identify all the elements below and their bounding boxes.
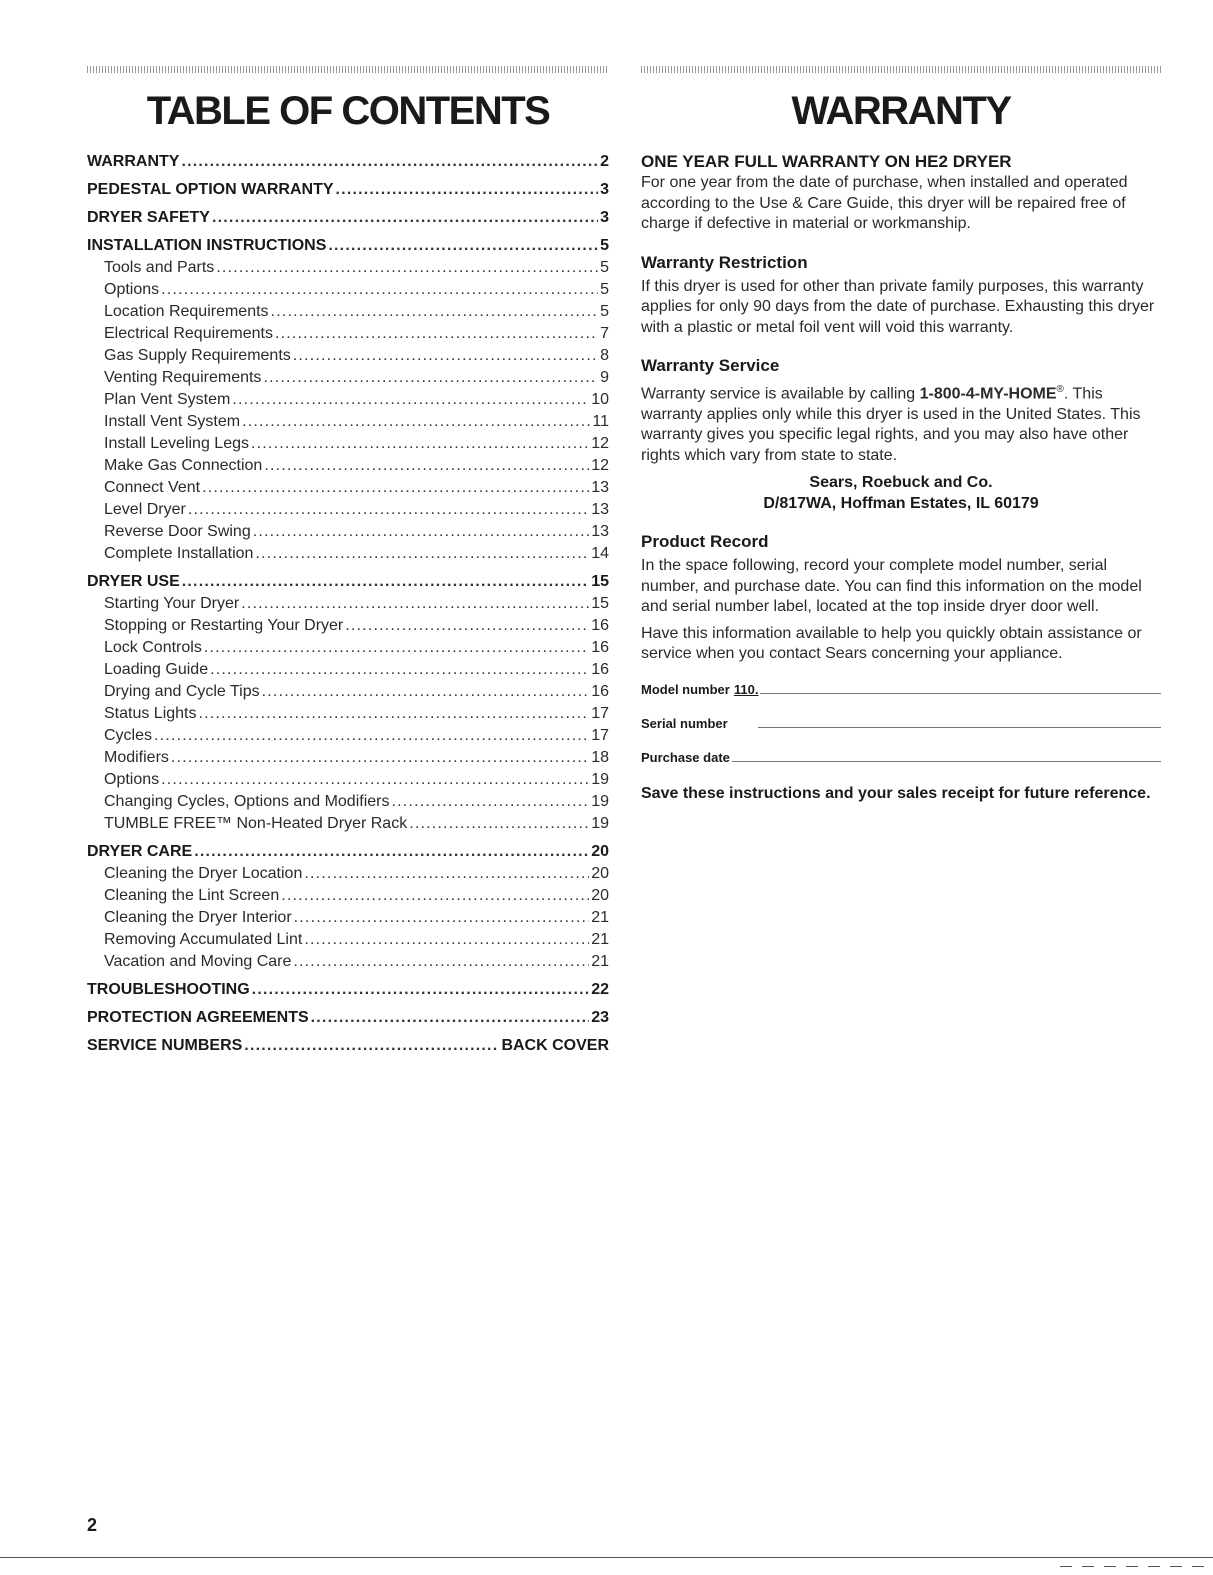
service-title: Warranty Service: [641, 356, 780, 375]
toc-entry-label: Install Leveling Legs: [104, 435, 249, 452]
toc-entry-page: 3: [600, 209, 609, 226]
toc-entry-label: Plan Vent System: [104, 391, 231, 408]
toc-entry: [87, 747, 609, 769]
toc-entry: [87, 813, 609, 835]
toc-entry-page: 19: [591, 815, 609, 832]
toc-entry-label: Stopping or Restarting Your Dryer: [104, 617, 344, 634]
model-number-line: [760, 679, 1161, 694]
toc-entry-page: 17: [591, 705, 609, 722]
toc-leader-dots: [232, 389, 589, 411]
toc-entry-page: 21: [591, 931, 609, 948]
restriction-title: Warranty Restriction: [641, 252, 808, 272]
toc-entry-page: 12: [591, 435, 609, 452]
service-text: [641, 380, 1161, 466]
toc-entry-label: Install Vent System: [104, 413, 241, 430]
toc-entry: [87, 323, 609, 345]
record-text-2: Have this information available to help you quickly obtain assistance or service when you contact Sears concerning your appliance.: [641, 624, 1142, 663]
toc-leader-dots: [244, 1035, 499, 1057]
toc-entry-page: 7: [600, 325, 609, 342]
toc-entry: [87, 681, 609, 703]
toc-entry-label: PEDESTAL OPTION WARRANTY: [87, 181, 334, 198]
toc-leader-dots: [161, 279, 598, 301]
toc-entry-page: 8: [600, 347, 609, 364]
toc-leader-dots: [311, 1007, 590, 1029]
warranty-heading: ONE YEAR FULL WARRANTY ON HE2 DRYER: [641, 152, 1012, 171]
toc-entry-label: Make Gas Connection: [104, 457, 263, 474]
toc-entry-page: 19: [591, 793, 609, 810]
toc-entry: [87, 499, 609, 521]
serial-number-line: [758, 713, 1161, 728]
toc-entry: [87, 951, 609, 973]
toc-entry: [87, 521, 609, 543]
toc-entry: [87, 637, 609, 659]
toc-entry: [87, 345, 609, 367]
toc-entry-page: 16: [591, 683, 609, 700]
toc-entry-page: 22: [591, 981, 609, 998]
toc-entry-page: 11: [592, 413, 609, 430]
bottom-dash-rule: [1060, 1566, 1213, 1567]
toc-leader-dots: [294, 907, 590, 929]
toc-entry-label: Cleaning the Lint Screen: [104, 887, 280, 904]
toc-entry: [87, 725, 609, 747]
toc-entry-label: Gas Supply Requirements: [104, 347, 291, 364]
toc-leader-dots: [181, 151, 598, 173]
toc-entry-page: 13: [591, 523, 609, 540]
toc-entry: [87, 235, 609, 257]
warranty-intro: For one year from the date of purchase, when installed and operated according to the Use & Care Guide, this dryer will be repaired free of charge if defective in material or workmanship.: [641, 174, 1128, 232]
toc-entry: [87, 433, 609, 455]
model-number-field[interactable]: [641, 679, 1161, 699]
toc-entry: [87, 703, 609, 725]
toc-leader-dots: [241, 593, 589, 615]
toc-entry-label: TUMBLE FREE™ Non-Heated Dryer Rack: [104, 815, 408, 832]
serial-number-label: Serial number: [641, 715, 728, 731]
toc-leader-dots: [255, 543, 589, 565]
toc-leader-dots: [328, 235, 598, 257]
toc-entry: [87, 151, 609, 173]
toc-entry-label: Status Lights: [104, 705, 197, 722]
toc-entry-label: DRYER USE: [87, 573, 180, 590]
toc-leader-dots: [271, 301, 599, 323]
toc-leader-dots: [304, 863, 589, 885]
toc-entry: [87, 885, 609, 907]
restriction-text: If this dryer is used for other than private family purposes, this warranty applies for only 90 days from the date of purchase. Exhausting this dryer with a plastic or metal foil vent will void this warranty.: [641, 277, 1155, 336]
toc-entry: [87, 791, 609, 813]
toc-entry: [87, 367, 609, 389]
toc-entry-page: 16: [591, 617, 609, 634]
toc-entry-label: Cycles: [104, 727, 153, 744]
toc-entry-label: WARRANTY: [87, 153, 180, 170]
toc-leader-dots: [264, 455, 589, 477]
toc-entry: [87, 659, 609, 681]
toc-entry-page: 20: [591, 887, 609, 904]
toc-entry-label: DRYER SAFETY: [87, 209, 210, 226]
toc-list: [87, 151, 609, 1057]
save-note: Save these instructions and your sales receipt for future reference.: [641, 784, 1151, 802]
toc-entry-page: 21: [591, 909, 609, 926]
toc-leader-dots: [161, 769, 589, 791]
purchase-date-field[interactable]: [641, 747, 1161, 767]
toc-entry-label: Connect Vent: [104, 479, 201, 496]
toc-entry-label: Loading Guide: [104, 661, 209, 678]
toc-entry: [87, 907, 609, 929]
toc-leader-dots: [212, 207, 598, 229]
toc-leader-dots: [188, 499, 589, 521]
toc-leader-dots: [210, 659, 589, 681]
company-name: Sears, Roebuck and Co.: [809, 474, 993, 492]
toc-entry-label: Level Dryer: [104, 501, 186, 518]
toc-entry-page: 13: [591, 479, 609, 496]
toc-entry-page: BACK COVER: [501, 1037, 609, 1054]
toc-entry: [87, 477, 609, 499]
toc-entry-label: Venting Requirements: [104, 369, 262, 386]
toc-entry: [87, 389, 609, 411]
toc-entry-page: 20: [591, 843, 609, 860]
toc-leader-dots: [154, 725, 589, 747]
toc-entry-page: 18: [591, 749, 609, 766]
toc-entry-label: Lock Controls: [104, 639, 202, 656]
toc-leader-dots: [409, 813, 589, 835]
warranty-title: WARRANTY: [791, 89, 1011, 133]
toc-entry-label: INSTALLATION INSTRUCTIONS: [87, 237, 327, 254]
toc-entry: [87, 841, 609, 863]
toc-entry-page: 15: [591, 573, 609, 590]
toc-entry-label: PROTECTION AGREEMENTS: [87, 1009, 309, 1026]
toc-entry-page: 16: [591, 661, 609, 678]
toc-leader-dots: [199, 703, 590, 725]
service-text-before: Warranty service is available by calling: [641, 385, 920, 403]
page-number: 2: [87, 1515, 98, 1535]
record-title: Product Record: [641, 532, 769, 552]
toc-entry-page: 9: [600, 369, 609, 386]
serial-number-field[interactable]: [641, 713, 1161, 733]
toc-entry-label: Cleaning the Dryer Interior: [104, 909, 292, 926]
toc-entry: [87, 455, 609, 477]
toc-leader-dots: [182, 571, 589, 593]
top-rule: [641, 66, 1161, 73]
toc-entry: [87, 543, 609, 565]
company-address: D/817WA, Hoffman Estates, IL 60179: [763, 495, 1039, 513]
toc-entry: [87, 1007, 609, 1029]
toc-leader-dots: [336, 179, 599, 201]
toc-leader-dots: [171, 747, 589, 769]
toc-entry: [87, 593, 609, 615]
toc-entry: [87, 207, 609, 229]
toc-leader-dots: [216, 257, 598, 279]
toc-entry-label: Location Requirements: [104, 303, 269, 320]
toc-entry: [87, 571, 609, 593]
toc-entry-page: 16: [591, 639, 609, 656]
toc-entry-page: 5: [600, 237, 609, 254]
toc-entry-label: Changing Cycles, Options and Modifiers: [104, 793, 390, 810]
toc-entry-page: 2: [600, 153, 609, 170]
toc-entry-label: Vacation and Moving Care: [104, 953, 292, 970]
toc-leader-dots: [281, 885, 589, 907]
purchase-date-label: Purchase date: [641, 749, 730, 765]
toc-leader-dots: [194, 841, 589, 863]
toc-entry-page: 23: [591, 1009, 609, 1026]
toc-entry: [87, 279, 609, 301]
toc-entry-page: 13: [591, 501, 609, 518]
toc-entry-page: 12: [591, 457, 609, 474]
toc-leader-dots: [293, 951, 589, 973]
toc-entry-label: Complete Installation: [104, 545, 254, 562]
toc-entry-label: Drying and Cycle Tips: [104, 683, 260, 700]
toc-entry: [87, 929, 609, 951]
toc-entry-label: DRYER CARE: [87, 843, 193, 860]
toc-leader-dots: [304, 929, 589, 951]
warranty-column: [641, 60, 1161, 804]
toc-entry-page: 10: [591, 391, 609, 408]
toc-entry: [87, 257, 609, 279]
toc-entry-page: 3: [600, 181, 609, 198]
toc-leader-dots: [275, 323, 598, 345]
toc-entry-label: Tools and Parts: [104, 259, 215, 276]
toc-entry-label: SERVICE NUMBERS: [87, 1037, 243, 1054]
record-text-1: In the space following, record your complete model number, serial number, and purchase date. You can find this information on the model and serial number label, located at the top inside dryer door well.: [641, 557, 1142, 616]
toc-entry: [87, 769, 609, 791]
toc-entry-label: Removing Accumulated Lint: [104, 931, 303, 948]
toc-entry-label: Reverse Door Swing: [104, 523, 251, 540]
toc-leader-dots: [204, 637, 589, 659]
toc-entry-label: Cleaning the Dryer Location: [104, 865, 303, 882]
bottom-rule: [0, 1557, 1213, 1558]
toc-entry: [87, 1035, 609, 1057]
toc-leader-dots: [251, 433, 589, 455]
toc-leader-dots: [252, 979, 590, 1001]
toc-entry: [87, 615, 609, 637]
toc-entry-page: 19: [591, 771, 609, 788]
toc-entry-label: Modifiers: [104, 749, 169, 766]
service-text-after: . This warranty applies only while this dryer is used in the United States. This warranty gives you specific legal rights, and you may also have other rights which vary from state to state.: [641, 385, 1141, 464]
toc-entry-label: Options: [104, 771, 160, 788]
service-phone: 1-800-4-MY-HOME: [919, 385, 1057, 403]
registered-mark: ®: [1056, 384, 1064, 395]
toc-entry-page: 15: [591, 595, 609, 612]
model-number-value: 110.: [733, 681, 759, 697]
toc-entry-label: Options: [104, 281, 160, 298]
toc-entry-page: 5: [600, 259, 609, 276]
toc-entry-page: 21: [591, 953, 609, 970]
toc-entry-page: 5: [600, 281, 609, 298]
toc-entry-page: 17: [591, 727, 609, 744]
toc-leader-dots: [391, 791, 589, 813]
toc-column: [87, 60, 609, 1057]
toc-leader-dots: [242, 411, 590, 433]
toc-entry: [87, 411, 609, 433]
toc-entry-page: 5: [600, 303, 609, 320]
toc-leader-dots: [263, 367, 598, 389]
toc-entry-page: 14: [591, 545, 609, 562]
toc-entry: [87, 979, 609, 1001]
toc-title: TABLE OF CONTENTS: [146, 89, 550, 133]
toc-entry-label: Starting Your Dryer: [104, 595, 240, 612]
toc-leader-dots: [345, 615, 589, 637]
toc-entry: [87, 301, 609, 323]
model-number-label: Model number: [641, 681, 730, 697]
toc-leader-dots: [202, 477, 589, 499]
toc-leader-dots: [253, 521, 589, 543]
purchase-date-line: [732, 747, 1161, 762]
toc-leader-dots: [262, 681, 590, 703]
toc-entry-label: Electrical Requirements: [104, 325, 273, 342]
toc-entry: [87, 863, 609, 885]
toc-entry-page: 20: [591, 865, 609, 882]
toc-entry: [87, 179, 609, 201]
top-rule: [87, 66, 609, 73]
toc-entry-label: TROUBLESHOOTING: [87, 981, 250, 998]
toc-leader-dots: [293, 345, 598, 367]
